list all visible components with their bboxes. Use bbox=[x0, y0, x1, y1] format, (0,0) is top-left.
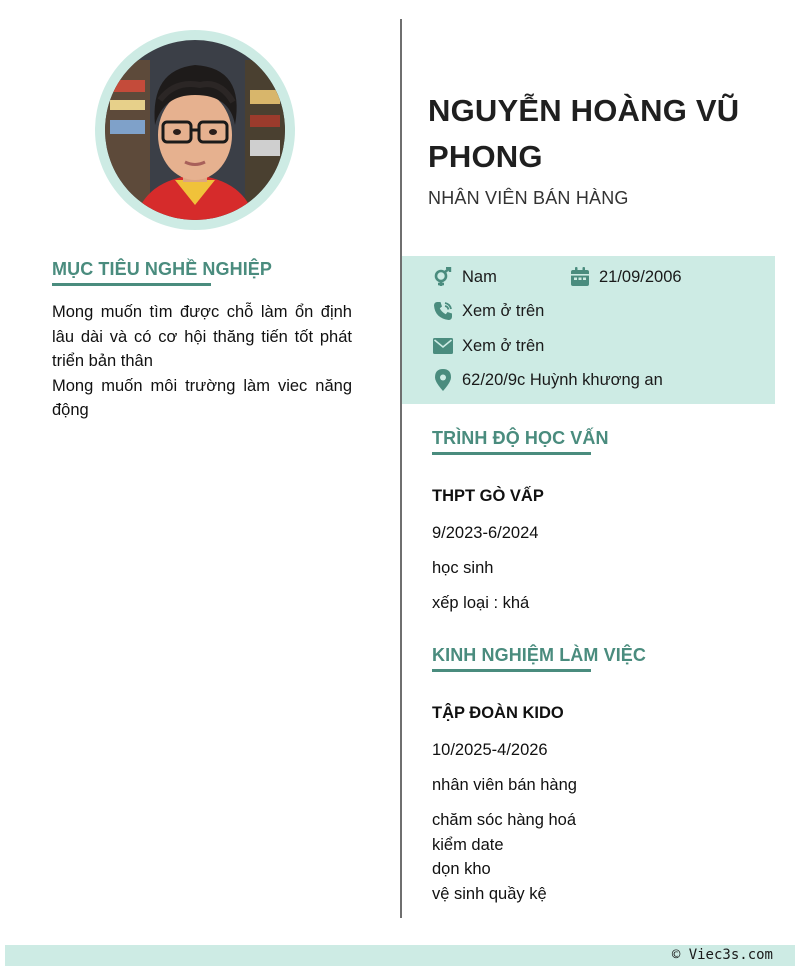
experience-title: KINH NGHIỆM LÀM VIỆC bbox=[432, 645, 647, 665]
address-value: 62/20/9c Huỳnh khương an bbox=[462, 370, 663, 389]
education-title: TRÌNH ĐỘ HỌC VẤN bbox=[432, 428, 609, 448]
avatar bbox=[105, 40, 285, 220]
address-row bbox=[432, 369, 663, 391]
experience-period: 10/2025-4/2026 bbox=[432, 741, 548, 759]
phone-row bbox=[432, 300, 544, 322]
education-role: học sinh bbox=[432, 559, 494, 577]
footer-bar bbox=[5, 945, 795, 966]
education-title-underline bbox=[432, 452, 591, 455]
objective-line: Mong muốn môi trường làm viec năng động bbox=[52, 376, 352, 419]
phone-icon bbox=[432, 300, 454, 322]
phone-value: Xem ở trên bbox=[462, 301, 545, 320]
objective-title-underline bbox=[52, 283, 211, 286]
experience-company: TẬP ĐOÀN KIDO bbox=[432, 704, 564, 722]
candidate-role: NHÂN VIÊN BÁN HÀNG bbox=[428, 188, 629, 208]
gender-value: Nam bbox=[462, 267, 497, 286]
column-divider bbox=[400, 19, 402, 918]
avatar-photo bbox=[105, 40, 285, 220]
experience-position: nhân viên bán hàng bbox=[432, 776, 577, 794]
birthdate-value: 21/09/2006 bbox=[599, 267, 682, 286]
calendar-icon bbox=[569, 266, 591, 288]
gender-row bbox=[432, 266, 497, 288]
avatar-frame bbox=[95, 30, 295, 230]
email-value: Xem ở trên bbox=[462, 336, 545, 355]
location-icon bbox=[432, 369, 454, 391]
contact-info-box bbox=[402, 256, 775, 404]
mail-icon bbox=[432, 335, 454, 357]
footer-credit[interactable]: © Viec3s.com bbox=[671, 947, 773, 963]
education-school: THPT GÒ VẤP bbox=[432, 487, 544, 505]
education-period: 9/2023-6/2024 bbox=[432, 524, 539, 542]
duty-item: kiểm date bbox=[432, 835, 504, 854]
education-grade: xếp loại : khá bbox=[432, 594, 530, 612]
objective-text bbox=[52, 300, 352, 423]
gender-icon bbox=[432, 266, 454, 288]
candidate-name: NGUYỄN HOÀNG VŨ PHONG bbox=[428, 93, 740, 174]
email-row bbox=[432, 335, 544, 357]
duty-item: dọn kho bbox=[432, 860, 491, 878]
experience-title-underline bbox=[432, 669, 591, 672]
objective-line: Mong muốn tìm được chỗ làm ổn định lâu dài và có cơ hội thăng tiến tốt phát triển bản thân bbox=[52, 303, 352, 370]
objective-title: MỤC TIÊU NGHỀ NGHIỆP bbox=[52, 259, 273, 279]
duty-item: chăm sóc hàng hoá bbox=[432, 811, 577, 829]
duty-item: vệ sinh quầy kệ bbox=[432, 884, 547, 903]
birthdate-row bbox=[569, 266, 682, 288]
experience-duties bbox=[432, 808, 576, 906]
